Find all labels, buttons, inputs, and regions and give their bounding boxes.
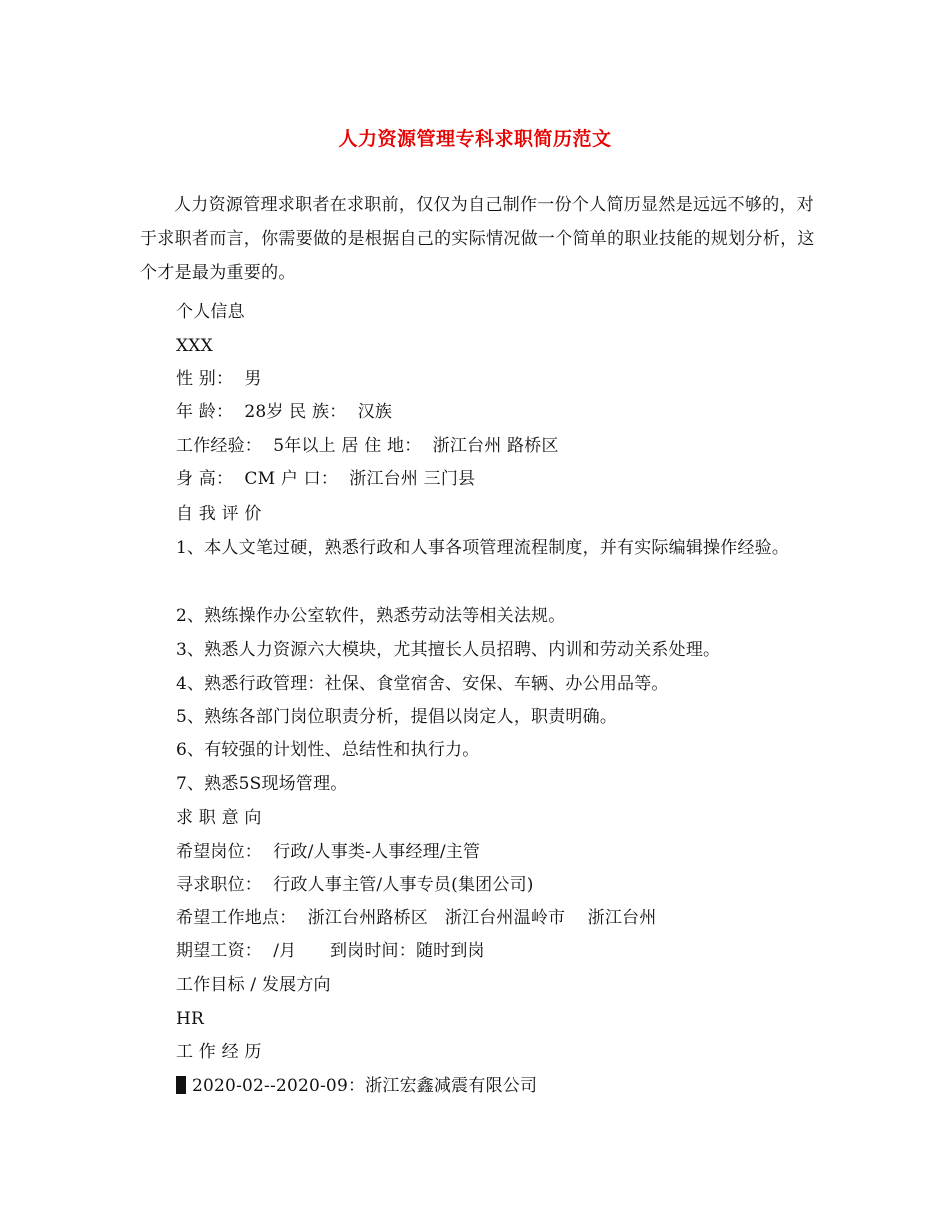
self-eval-heading: 自 我 评 价: [176, 504, 262, 524]
personal-info-heading: 个人信息: [176, 302, 245, 322]
self-eval-item: 4、熟悉行政管理：社保、食堂宿舍、安保、车辆、办公用品等。: [176, 674, 669, 694]
work-goal-value: HR: [176, 1009, 205, 1029]
salary-arrival-line: 期望工资： /月 到岗时间：随时到岗: [176, 941, 485, 961]
experience-residence-line: 工作经验： 5年以上 居 住 地： 浙江台州 路桥区: [176, 436, 559, 456]
work-history-heading: 工 作 经 历: [176, 1042, 262, 1062]
age-ethnicity-line: 年 龄： 28岁 民 族： 汉族: [176, 402, 393, 422]
height-hukou-line: 身 高： CM 户 口： 浙江台州 三门县: [176, 469, 476, 489]
self-eval-item: 5、熟练各部门岗位职责分析，提倡以岗定人，职责明确。: [176, 707, 618, 727]
self-eval-item: 7、熟悉5S现场管理。: [176, 774, 348, 794]
self-eval-item: 2、熟练操作办公室软件，熟悉劳动法等相关法规。: [176, 606, 566, 626]
intro-paragraph: 人力资源管理求职者在求职前，仅仅为自己制作一份个人简历显然是远远不够的，对于求职者而言，你需要做的是根据自己的实际情况做一个简单的职业技能的规划分析，这个才是最为重要的。: [140, 195, 815, 283]
work-goal-heading: 工作目标 / 发展方向: [176, 975, 331, 995]
self-eval-item: 1、本人文笔过硬，熟悉行政和人事各项管理流程制度，并有实际编辑操作经验。: [176, 538, 790, 558]
gender-line: 性 别： 男: [176, 369, 262, 389]
seeking-position-line: 寻求职位： 行政人事主管/人事专员(集团公司): [176, 875, 534, 895]
desired-location-line: 希望工作地点： 浙江台州路桥区 浙江台州温岭市 浙江台州: [176, 908, 657, 928]
bullet-bar-icon: [176, 1076, 186, 1094]
candidate-name: XXX: [176, 336, 213, 356]
self-eval-item: 6、有较强的计划性、总结性和执行力。: [176, 740, 480, 760]
desired-position-line: 希望岗位： 行政/人事类-人事经理/主管: [176, 842, 481, 862]
self-eval-item: 3、熟悉人力资源六大模块，尤其擅长人员招聘、内训和劳动关系处理。: [176, 640, 721, 660]
job-intention-heading: 求 职 意 向: [176, 808, 262, 828]
work-history-entry: [176, 1074, 537, 1098]
document-title: 人力资源管理专科求职简历范文: [338, 128, 612, 150]
work-history-entry-text: 2020-02--2020-09：浙江宏鑫减震有限公司: [192, 1076, 538, 1096]
